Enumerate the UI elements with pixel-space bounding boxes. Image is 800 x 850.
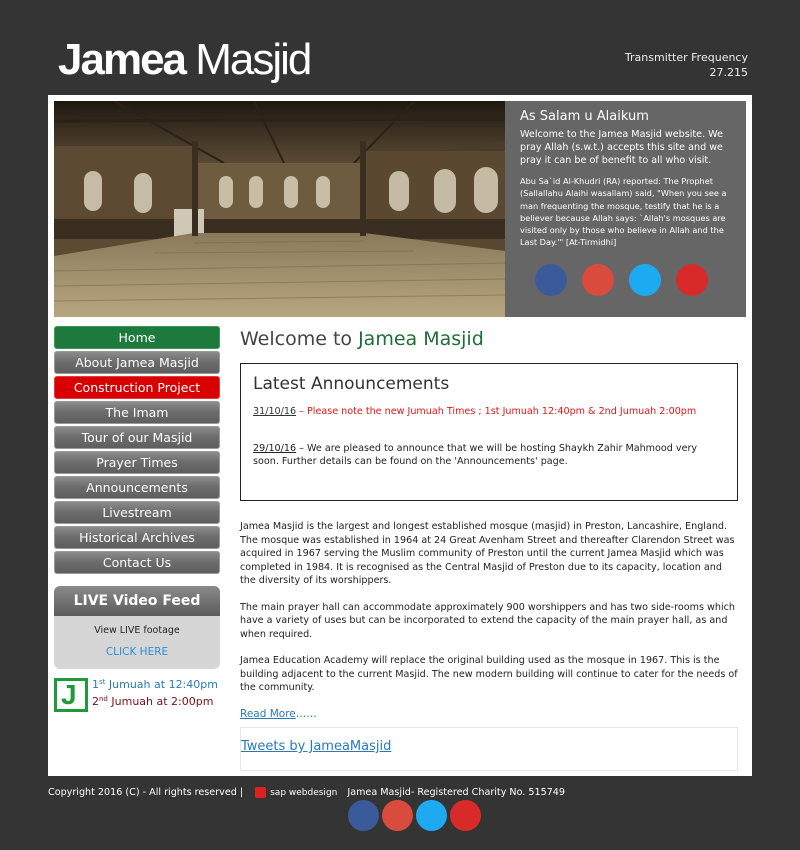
- sap-logo-icon: [255, 787, 266, 798]
- nav-item-construction-project[interactable]: Construction Project: [54, 376, 220, 399]
- tweets-widget: [240, 727, 738, 771]
- facebook-icon[interactable]: [348, 800, 379, 831]
- announcement-item: 31/10/16 – Please note the new Jumuah Times ; 1st Jumuah 12:40pm & 2nd Jumuah 2:00pm: [253, 406, 697, 417]
- nav-item-livestream[interactable]: Livestream: [54, 501, 220, 524]
- about-paragraph: Jamea Masjid is the largest and longest established mosque (masjid) in Preston, Lancashire, England. The mosque was established in 1964 at 24 Great Avenham Street and thereafter Clarendon Street was acquired in 1967 serving the Muslim community of Preston until the current Jamea Masjid which was completed in 1984. It is recognised as the Central Masjid of Preston due to its capacity, location and the diversity of its worshippers.: [240, 521, 735, 586]
- read-more-link[interactable]: Read More: [240, 707, 296, 720]
- welcome-intro: Welcome to the Jamea Masjid website. We pray Allah (s.w.t.) accepts this site and we pray it can be of benefit to all who visit.: [520, 129, 724, 166]
- nav-item-home[interactable]: Home: [54, 326, 220, 349]
- logo-bold-text: Jamea: [58, 35, 186, 84]
- second-jumuah-time: 2nd Jumuah at 2:00pm: [92, 695, 214, 708]
- nav-item-announcements[interactable]: Announcements: [54, 476, 220, 499]
- announcement-date: 31/10/16: [253, 406, 297, 417]
- footer: [48, 787, 565, 798]
- twitter-icon[interactable]: [416, 800, 447, 831]
- about-paragraph: Jamea Education Academy will replace the original building used as the mosque in 1967. This is the building adjacent to the current Masjid. The new modern building will continue to cater for the needs of the community.: [240, 655, 738, 693]
- transmitter-frequency: [625, 50, 748, 80]
- announcement-item: 29/10/16 – We are pleased to announce that we will be hosting Shaykh Zahir Mahmood very soon. Further details can be found on the 'Announcements' page.: [253, 443, 698, 467]
- main-content-panel: [48, 95, 752, 776]
- tweets-link[interactable]: Tweets by JameaMasjid: [241, 739, 392, 754]
- social-links-top: [535, 264, 708, 296]
- about-text: [240, 520, 740, 721]
- page-title: Welcome to Jamea Masjid: [240, 328, 484, 350]
- logo-light-text: Masjid: [195, 35, 311, 84]
- nav-item-prayer-times[interactable]: Prayer Times: [54, 451, 220, 474]
- jumuah-logo-icon: [54, 678, 88, 712]
- latest-announcements-box: [240, 363, 738, 501]
- sidebar-nav: [54, 326, 220, 576]
- nav-item-the-imam[interactable]: The Imam: [54, 401, 220, 424]
- nav-item-tour[interactable]: Tour of our Masjid: [54, 426, 220, 449]
- about-paragraph: The main prayer hall can accommodate approximately 900 worshippers and has two side-rooms which have a variety of uses but can be incorporated to extend the capacity of the main prayer hall, as and when required.: [240, 601, 735, 640]
- live-feed-text: View LIVE footage: [94, 625, 180, 636]
- mosque-interior-illustration: [54, 101, 505, 317]
- designer-credit[interactable]: sap webdesign: [255, 787, 337, 798]
- freq-label: Transmitter Frequency: [624, 51, 748, 64]
- live-feed-link[interactable]: CLICK HERE: [105, 646, 169, 658]
- site-logo[interactable]: [58, 36, 310, 84]
- freq-value: 27.215: [709, 66, 748, 79]
- announcement-date: 29/10/16: [253, 443, 297, 454]
- hadith-quote: Abu Sa`id Al-Khudri (RA) reported: The Prophet (Sallallahu Alaihi wasallam) said, "When you see a man frequenting the mosque, testify that he is a believer because Allah says: `Allah's mosques are visited only by those who believe in Allah and the Last Day.'" [At-Tirmidhi]: [520, 176, 727, 248]
- live-feed-title: LIVE Video Feed: [54, 586, 220, 616]
- nav-item-about[interactable]: About Jamea Masjid: [54, 351, 220, 374]
- welcome-title: As Salam u Alaikum: [520, 109, 649, 124]
- charity-number: Jamea Masjid- Registered Charity No. 515749: [347, 787, 566, 798]
- jumuah-times: [54, 678, 234, 712]
- facebook-icon[interactable]: [535, 264, 567, 296]
- read-more: Read More……: [240, 707, 317, 720]
- first-jumuah-time: 1st Jumuah at 12:40pm: [92, 678, 218, 691]
- social-links-bottom: [348, 800, 481, 831]
- pinterest-icon[interactable]: [450, 800, 481, 831]
- announcements-title: Latest Announcements: [253, 374, 450, 394]
- live-video-feed-box: [54, 586, 220, 669]
- mosque-interior-photo: [54, 101, 505, 317]
- nav-item-contact-us[interactable]: Contact Us: [54, 551, 220, 574]
- google-plus-icon[interactable]: [582, 264, 614, 296]
- welcome-panel: [505, 101, 746, 317]
- pinterest-icon[interactable]: [676, 264, 708, 296]
- google-plus-icon[interactable]: [382, 800, 413, 831]
- nav-item-historical-archives[interactable]: Historical Archives: [54, 526, 220, 549]
- copyright-text: Copyright 2016 (C) - All rights reserved |: [48, 787, 244, 798]
- twitter-icon[interactable]: [629, 264, 661, 296]
